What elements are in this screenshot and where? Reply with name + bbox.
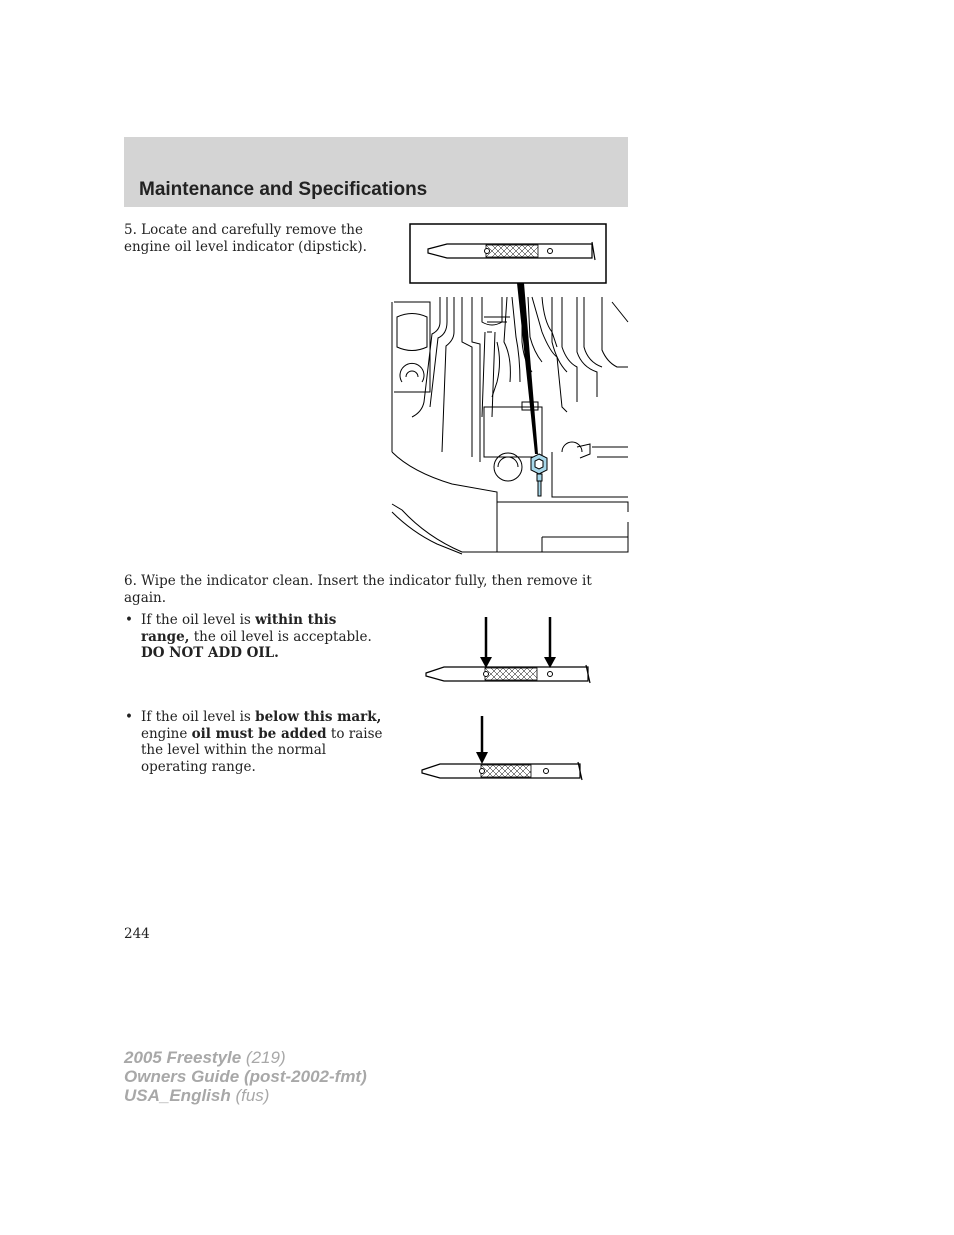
bullet-within-range-text: If the oil level is within this range, the oil level is acceptable. DO NOT ADD OIL. — [141, 612, 372, 661]
bullet-marker: • — [125, 612, 133, 628]
engine-dipstick-illustration — [392, 222, 630, 557]
step-5-text: 5. Locate and carefully remove the engine oil level indicator (dipstick). — [124, 222, 367, 255]
step-6-text: 6. Wipe the indicator clean. Insert the indicator fully, then remove it again. — [124, 573, 592, 606]
document-footer — [124, 1048, 367, 1105]
footer-line-1: 2005 Freestyle (219) — [124, 1048, 286, 1067]
dipstick-below-mark-diagram — [418, 714, 593, 786]
bullet-below-mark-text: If the oil level is below this mark, engine oil must be added to raise the level within the normal operating range. — [141, 709, 383, 775]
page-number: 244 — [124, 926, 150, 942]
footer-line-3: USA_English (fus) — [124, 1086, 270, 1105]
section-title: Maintenance and Specifications — [139, 179, 428, 200]
dipstick-within-range-diagram — [420, 615, 595, 690]
section-header-band — [124, 137, 628, 207]
bullet-marker: • — [125, 709, 133, 725]
footer-line-2: Owners Guide (post-2002-fmt) — [124, 1067, 367, 1086]
